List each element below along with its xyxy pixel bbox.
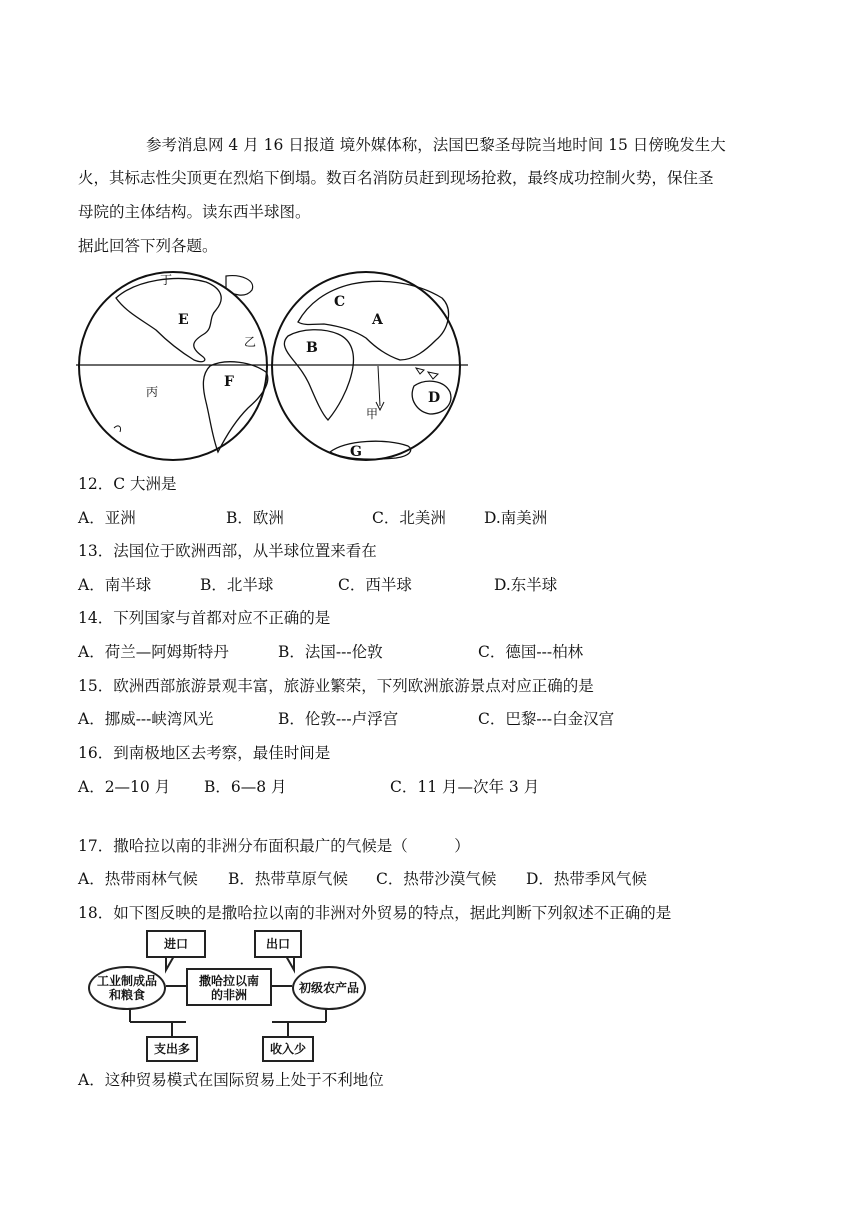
- center-line-2: 的非洲: [210, 988, 247, 1002]
- q13-option-a[interactable]: A．南半球: [78, 576, 152, 594]
- label-ding: 丁: [160, 273, 173, 287]
- q13-option-c[interactable]: C．西半球: [338, 576, 412, 594]
- label-g: G: [350, 444, 362, 460]
- q18-stem: 18．如下图反映的是撒哈拉以南的非洲对外贸易的特点，据此判断下列叙述不正确的是: [78, 904, 672, 922]
- q14-stem: 14．下列国家与首都对应不正确的是: [78, 609, 331, 627]
- q17-option-d[interactable]: D．热带季风气候: [526, 870, 647, 888]
- q13-option-b[interactable]: B．北半球: [200, 576, 274, 594]
- q17-option-a[interactable]: A．热带雨林气候: [78, 870, 198, 888]
- intro-line-2: 火，其标志性尖顶更在烈焰下倒塌。数百名消防员赶到现场抢救，最终成功控制火势，保住圣: [78, 169, 714, 187]
- income-box: 收入少: [262, 1036, 314, 1062]
- q15-stem: 15．欧洲西部旅游景观丰富，旅游业繁荣，下列欧洲旅游景点对应正确的是: [78, 677, 594, 695]
- q14-option-b[interactable]: B．法国---伦敦: [278, 643, 383, 661]
- q13-option-d[interactable]: D.东半球: [494, 576, 558, 594]
- q16-option-a[interactable]: A．2—10 月: [78, 778, 171, 796]
- label-a: A: [372, 312, 383, 328]
- label-yi: 乙: [244, 335, 257, 349]
- label-f: F: [224, 374, 234, 390]
- center-line-1: 撒哈拉以南: [198, 974, 259, 988]
- q13-stem: 13．法国位于欧洲西部，从半球位置来看在: [78, 542, 377, 560]
- hemisphere-map: [76, 268, 468, 464]
- q14-option-a[interactable]: A．荷兰—阿姆斯特丹: [78, 643, 229, 661]
- left-goods-line-1: 工业制成品: [96, 974, 157, 988]
- q16-stem: 16．到南极地区去考察，最佳时间是: [78, 744, 331, 762]
- left-goods-ellipse: [88, 966, 166, 1010]
- spend-box: 支出多: [146, 1036, 198, 1062]
- intro-line-3: 母院的主体结构。读东西半球图。: [78, 203, 311, 221]
- q15-option-b[interactable]: B．伦敦---卢浮宫: [278, 710, 399, 728]
- label-e: E: [178, 312, 189, 328]
- q15-option-a[interactable]: A．挪威---峡湾风光: [78, 710, 214, 728]
- q17-option-c[interactable]: C．热带沙漠气候: [376, 870, 497, 888]
- q18-option-a[interactable]: A．这种贸易模式在国际贸易上处于不利地位: [78, 1071, 384, 1089]
- q16-option-b[interactable]: B．6—8 月: [204, 778, 287, 796]
- q12-option-b[interactable]: B．欧洲: [226, 509, 284, 527]
- left-goods-line-2: 和粮食: [108, 988, 145, 1002]
- label-b: B: [306, 340, 318, 356]
- q12-option-a[interactable]: A．亚洲: [78, 509, 136, 527]
- export-box: 出口: [254, 930, 302, 958]
- center-box: [186, 968, 272, 1006]
- eastern-hemisphere-circle: [272, 272, 460, 460]
- q12-option-c[interactable]: C．北美洲: [372, 509, 446, 527]
- label-c: C: [334, 294, 346, 310]
- label-d: D: [428, 390, 441, 406]
- intro-line-1: 参考消息网 4 月 16 日报道 境外媒体称，法国巴黎圣母院当地时间 15 日傍晚发生大: [146, 136, 726, 154]
- q16-option-c[interactable]: C．11 月—次年 3 月: [390, 778, 540, 796]
- q12-stem: 12．C 大洲是: [78, 475, 177, 493]
- label-jia: 甲: [366, 407, 379, 421]
- q17-option-b[interactable]: B．热带草原气候: [228, 870, 348, 888]
- greenland-outline: [226, 276, 253, 295]
- intro-line-4: 据此回答下列各题。: [78, 237, 218, 255]
- label-bing: 丙: [146, 385, 159, 399]
- western-hemisphere-circle: [79, 272, 267, 460]
- q12-option-d[interactable]: D.南美洲: [484, 509, 548, 527]
- right-goods-ellipse: 初级农产品: [292, 966, 366, 1010]
- q14-option-c[interactable]: C．德国---柏林: [478, 643, 584, 661]
- import-box: 进口: [146, 930, 206, 958]
- q15-option-c[interactable]: C．巴黎---白金汉宫: [478, 710, 615, 728]
- q17-stem: 17．撒哈拉以南的非洲分布面积最广的气候是（ ）: [78, 837, 470, 855]
